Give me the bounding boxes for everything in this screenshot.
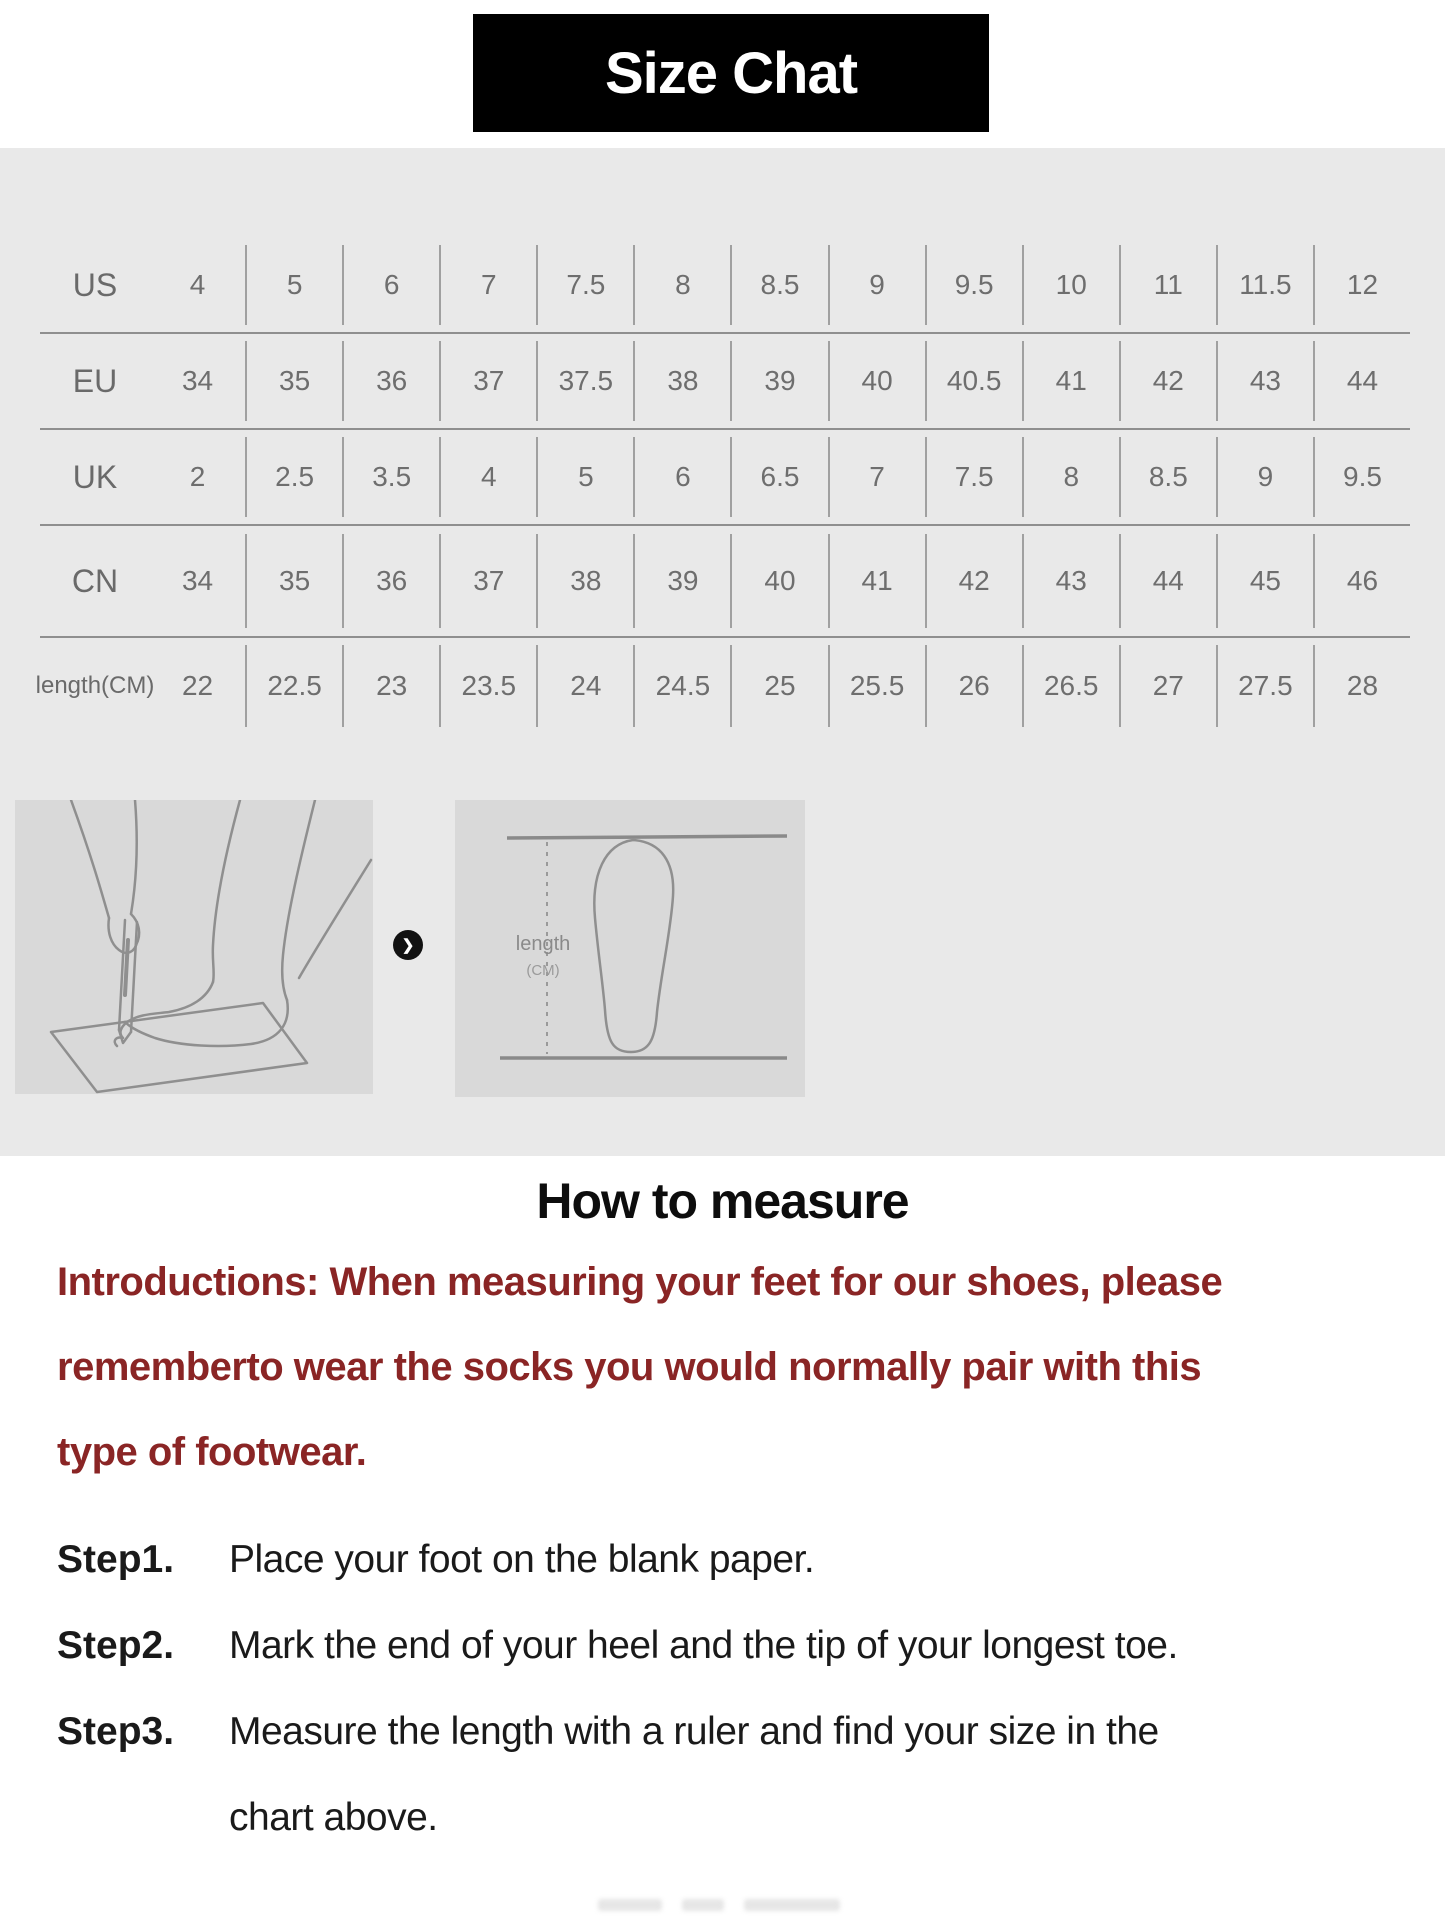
size-cell: 40 [730,534,827,629]
intro-paragraph [57,1240,1417,1495]
foot-tracing-drawing [15,800,373,1094]
size-cell: 36 [342,534,439,629]
size-cell: 11 [1119,245,1216,326]
size-cell: 37 [439,341,536,422]
table-row [40,430,1410,526]
size-cell: 24.5 [633,645,730,728]
size-cell: 34 [181,565,214,596]
size-cell: 42 [1119,341,1216,422]
size-cell: 41 [828,534,925,629]
size-cell: 36 [342,341,439,422]
size-chart-title: Size Chat [604,40,858,106]
step-label: Step1. [57,1538,175,1581]
size-cell: 22.5 [245,645,342,728]
size-cell: 38 [633,341,730,422]
foot-tracing-illustration [15,800,373,1094]
table-row [40,238,1410,334]
size-cell: 43 [1216,341,1313,422]
size-cell: 44 [1313,341,1410,422]
table-row [35,638,1410,734]
size-cell: 4 [189,268,206,300]
size-cell: 22 [181,669,214,701]
size-cell: 8 [1022,437,1119,518]
size-cell: 27.5 [1216,645,1313,728]
size-cell: 39 [633,534,730,629]
size-table [35,238,1410,734]
size-cell: 5 [536,437,633,518]
size-cell: 9 [828,245,925,326]
size-cell: 7.5 [536,245,633,326]
size-cell: 25.5 [828,645,925,728]
how-to-measure-heading: How to measure [536,1173,909,1229]
row-label: UK [72,458,118,495]
size-cell: 35 [245,534,342,629]
step-label: Step3. [57,1710,175,1753]
row-label: CN [71,562,119,599]
size-cell: 38 [536,534,633,629]
size-cell: 45 [1216,534,1313,629]
size-cell: 41 [1022,341,1119,422]
table-row [40,526,1410,638]
row-label: length(CM) [35,672,155,699]
size-cell: 34 [181,364,214,396]
size-cell: 46 [1313,534,1410,629]
step-row [57,1603,1417,1689]
row-label: US [72,266,118,303]
row-label: EU [72,362,118,399]
size-cell: 4 [439,437,536,518]
size-cell: 23.5 [439,645,536,728]
step-text: Measure the length with a ruler and find your size in the [229,1710,1159,1753]
size-cell: 12 [1313,245,1410,326]
size-cell: 8 [633,245,730,326]
size-cell: 7 [439,245,536,326]
measure-length-label: length [515,933,571,955]
size-cell: 37.5 [536,341,633,422]
step-text: Mark the end of your heel and the tip of your longest toe. [229,1624,1178,1667]
size-cell: 10 [1022,245,1119,326]
size-cell: 9.5 [925,245,1022,326]
size-cell: 27 [1119,645,1216,728]
size-cell: 8.5 [1119,437,1216,518]
size-cell: 24 [536,645,633,728]
size-cell: 6 [342,245,439,326]
step-label: Step2. [57,1624,175,1667]
foot-length-illustration [455,800,805,1097]
size-cell: 6.5 [730,437,827,518]
table-row [40,334,1410,430]
step-continuation: chart above. [229,1796,438,1839]
size-cell: 44 [1119,534,1216,629]
size-cell: 5 [245,245,342,326]
size-cell: 40.5 [925,341,1022,422]
size-cell: 8.5 [730,245,827,326]
size-cell: 2.5 [245,437,342,518]
size-cell: 6 [633,437,730,518]
intro-line: type of footwear. [57,1430,367,1474]
size-cell: 26.5 [1022,645,1119,728]
size-chart-panel [0,148,1445,1156]
intro-line: rememberto wear the socks you would normally pair with this [57,1345,1202,1389]
size-cell: 35 [245,341,342,422]
measure-steps [57,1517,1417,1861]
size-cell: 9.5 [1313,437,1410,518]
step-row [57,1517,1417,1603]
size-cell: 23 [342,645,439,728]
step-row [57,1689,1417,1775]
bottom-cutoff-artifact [598,1899,840,1915]
foot-length-drawing [455,800,805,1097]
size-cell: 25 [730,645,827,728]
size-cell: 43 [1022,534,1119,629]
size-cell: 26 [925,645,1022,728]
size-cell: 37 [439,534,536,629]
size-chart-title-banner [473,14,989,132]
size-cell: 42 [925,534,1022,629]
size-cell: 9 [1216,437,1313,518]
intro-line: Introductions: When measuring your feet for our shoes, please [57,1260,1223,1304]
measure-unit-label: (CM) [526,962,560,979]
size-cell: 39 [730,341,827,422]
size-cell: 11.5 [1216,245,1313,326]
size-cell: 7.5 [925,437,1022,518]
size-cell: 3.5 [342,437,439,518]
size-cell: 2 [189,460,206,492]
size-cell: 7 [828,437,925,518]
chevron-glyph: ❯ [401,936,415,954]
chevron-right-icon [393,930,423,960]
step-text: Place your foot on the blank paper. [229,1538,815,1581]
size-cell: 28 [1313,645,1410,728]
size-cell: 40 [828,341,925,422]
